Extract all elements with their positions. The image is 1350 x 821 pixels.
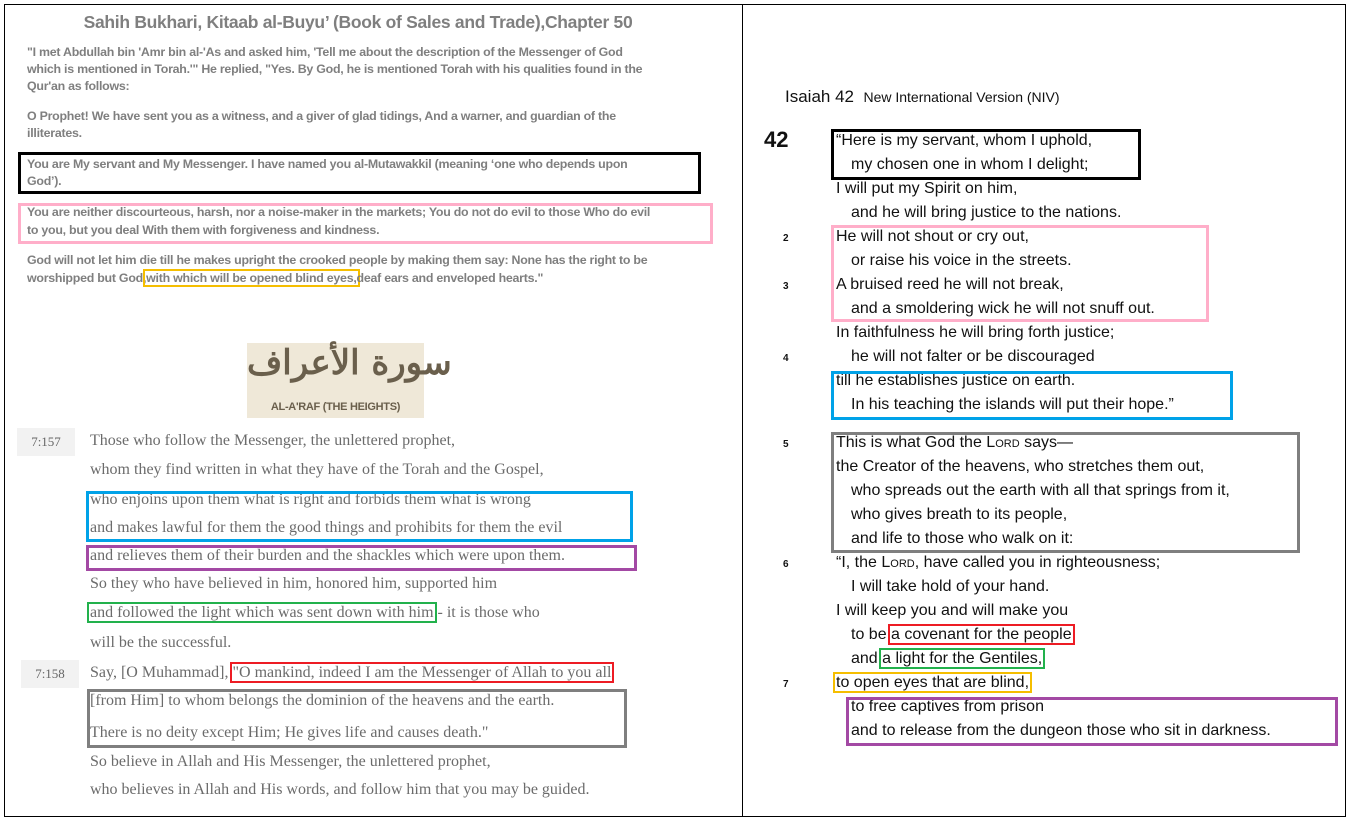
highlight-box-black — [831, 129, 1141, 180]
passage-title: Isaiah 42 — [785, 87, 854, 106]
text-segment: There is no deity except Him; He gives life and causes death." — [90, 724, 489, 741]
text-line — [851, 650, 1042, 668]
text-segment: who gives breath to its people, — [851, 506, 1068, 523]
verse-number: 7 — [783, 679, 789, 690]
text-segment: to you, but you deal With them with forgiveness and kindness. — [27, 223, 380, 237]
highlight-box-blue — [831, 371, 1233, 420]
text-segment: and he will bring justice to the nations. — [851, 204, 1122, 221]
verse-number-badge: 7:157 — [17, 428, 75, 456]
hadith-title: Sahih Bukhari, Kitaab al-Buyu’ (Book of Sales and Trade),Chapter 50 — [83, 12, 633, 32]
text-segment: In faithfulness he will bring forth justice; — [836, 324, 1115, 341]
verse-number: 5 — [783, 439, 789, 450]
text-segment: and — [851, 650, 883, 667]
text-segment: Lord — [881, 554, 915, 571]
surah-logo — [247, 343, 452, 418]
text-segment: to free captives from prison — [851, 698, 1044, 715]
text-line — [27, 109, 616, 123]
text-segment: my chosen one in whom I delight; — [851, 156, 1089, 173]
text-segment: This is what God the — [836, 434, 987, 451]
text-segment: and a smoldering wick he will not snuff out. — [851, 300, 1155, 317]
text-line — [836, 554, 1160, 572]
verse-number: 3 — [783, 281, 789, 292]
text-segment: I will take hold of your hand. — [851, 578, 1050, 595]
text-line — [27, 271, 543, 285]
text-segment: So they who have believed in him, honored him, supported him — [90, 575, 498, 592]
highlight-box-gray — [831, 432, 1300, 553]
text-segment: the Creator of the heavens, who stretches them out, — [836, 458, 1205, 475]
text-line — [90, 575, 497, 593]
text-segment: or raise his voice in the streets. — [851, 252, 1072, 269]
verse-number-badge: 7:158 — [21, 660, 79, 688]
text-line — [90, 753, 491, 771]
text-line — [27, 79, 129, 93]
text-line — [851, 626, 1072, 644]
text-segment: “I, the — [836, 554, 882, 571]
text-segment: I will keep you and will make you — [836, 602, 1069, 619]
text-segment: [from Him] to whom belongs the dominion of the heavens and the earth. — [90, 692, 555, 709]
text-segment: will be the successful. — [90, 634, 232, 651]
text-line — [851, 348, 1095, 366]
text-segment: he will not falter or be discouraged — [851, 348, 1095, 365]
text-line — [27, 253, 647, 267]
column-divider — [742, 4, 743, 817]
text-segment: “Here is my servant, whom I uphold, — [836, 132, 1093, 149]
text-line — [836, 180, 1017, 198]
text-segment: who spreads out the earth with all that springs from it, — [851, 482, 1230, 499]
highlight-box-purple — [86, 545, 637, 571]
text-segment: Qur'an as follows: — [27, 79, 130, 93]
surah-logo-arabic: سورة الأعراف — [247, 343, 452, 383]
text-line — [90, 432, 455, 450]
text-line — [851, 578, 1049, 596]
text-line — [851, 204, 1121, 222]
highlighted-phrase: a light for the Gentiles, — [879, 648, 1045, 669]
text-line — [836, 674, 1029, 692]
text-segment: worshipped but God, — [27, 271, 147, 285]
text-segment: God will not let him die till he makes upright the crooked people by making them say: None has the right to be — [27, 253, 648, 267]
text-segment: I will put my Spirit on him, — [836, 180, 1018, 197]
chapter-number: 42 — [764, 127, 789, 152]
highlight-box-gray — [87, 689, 627, 748]
text-segment: who believes in Allah and His words, and follow him that you may be guided. — [90, 781, 590, 798]
text-segment: God’). — [27, 174, 62, 188]
text-segment: illiterates. — [27, 126, 82, 140]
text-segment: , have called you in righteousness; — [914, 554, 1161, 571]
surah-logo-english: AL-A'RAF (THE HEIGHTS) — [270, 401, 401, 413]
highlight-box-pink — [18, 203, 713, 244]
text-segment: and life to those who walk on it: — [851, 530, 1074, 547]
highlight-box-purple — [846, 697, 1338, 746]
text-segment: and relieves them of their burden and the shackles which were upon them. — [90, 547, 565, 564]
highlighted-phrase: a covenant for the people — [888, 624, 1075, 645]
text-segment: to be — [851, 626, 892, 643]
text-line — [836, 602, 1068, 620]
passage-heading — [785, 87, 1060, 107]
bible-version: New International Version (NIV) — [863, 89, 1060, 105]
text-segment: You are neither discourteous, harsh, nor a noise-maker in the markets; You do not do evil to those Who do evil — [27, 205, 651, 219]
text-segment: till he establishes justice on earth. — [836, 372, 1076, 389]
highlighted-phrase: to open eyes that are blind, — [833, 672, 1032, 693]
highlighted-phrase: and followed the light which was sent down with him — [87, 602, 437, 623]
text-segment: A bruised reed he will not break, — [836, 276, 1064, 293]
highlighted-phrase: "O mankind, indeed I am the Messenger of Allah to you all — [230, 662, 615, 683]
text-segment: In his teaching the islands will put their hope.” — [851, 396, 1174, 413]
text-segment: Those who follow the Messenger, the unlettered prophet, — [90, 432, 456, 449]
text-segment: - it is those who — [433, 604, 540, 621]
text-line — [836, 324, 1114, 342]
verse-number: 6 — [783, 559, 789, 570]
text-segment: whom they find written in what they have of the Torah and the Gospel, — [90, 461, 544, 478]
text-segment: "I met Abdullah bin 'Amr bin al-'As and asked him, 'Tell me about the description of the Messenger of God — [27, 45, 623, 59]
highlight-box-black — [18, 152, 701, 194]
text-segment: and to release from the dungeon those who sit in darkness. — [851, 722, 1271, 739]
text-segment: deaf ears and enveloped hearts." — [356, 271, 544, 285]
verse-number: 4 — [783, 353, 789, 364]
text-segment: Lord — [986, 434, 1020, 451]
text-segment: O Prophet! We have sent you as a witness, and a giver of glad tidings, And a warner, and guardian of the — [27, 109, 616, 123]
highlight-box-blue — [86, 491, 633, 542]
text-segment: He will not shout or cry out, — [836, 228, 1029, 245]
text-segment: says— — [1019, 434, 1073, 451]
text-line — [90, 604, 540, 622]
text-line — [90, 781, 589, 799]
text-line — [90, 664, 611, 682]
text-segment: which is mentioned in Torah.'" He replied, "Yes. By God, he is mentioned Torah with his qualities found in the — [27, 62, 643, 76]
text-line — [27, 126, 82, 140]
text-segment: Say, [O Muhammad], — [90, 664, 233, 681]
text-segment: You are My servant and My Messenger. I have named you al-Mutawakkil (meaning ‘one who depends upon — [27, 157, 628, 171]
text-line — [27, 62, 642, 76]
text-segment: who enjoins upon them what is right and forbids them what is wrong — [90, 491, 531, 508]
verse-number: 2 — [783, 233, 789, 244]
text-segment: So believe in Allah and His Messenger, the unlettered prophet, — [90, 753, 491, 770]
text-segment: and makes lawful for them the good things and prohibits for them the evil — [90, 519, 563, 536]
text-line — [90, 461, 544, 479]
highlight-box-pink — [831, 225, 1209, 322]
text-line — [27, 45, 623, 59]
highlighted-phrase: with which will be opened blind eyes, — [143, 269, 359, 287]
text-line — [90, 634, 231, 652]
